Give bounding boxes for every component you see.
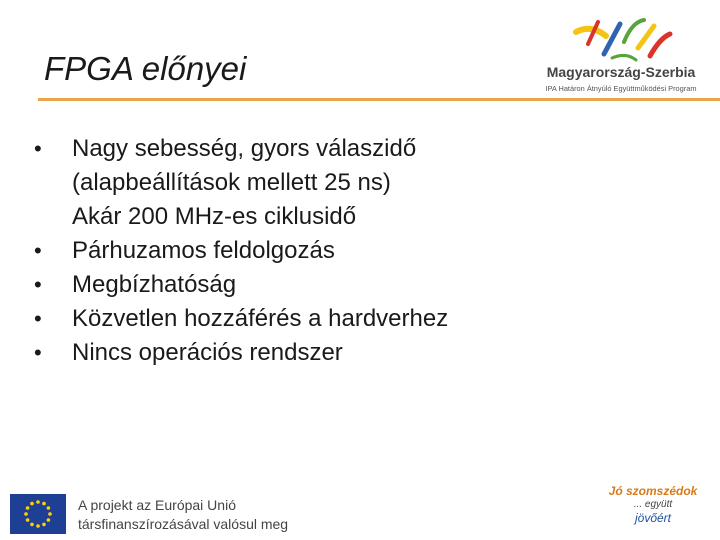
program-logo [526, 12, 716, 94]
bullet-dot: • [34, 306, 42, 331]
good-neighbours-line: jövőért [634, 511, 672, 525]
bullet-dot: • [34, 136, 42, 161]
program-logo-subtitle: IPA Határon Átnyúló Együttműködési Program [545, 84, 697, 93]
bullet-dot: • [34, 272, 42, 297]
bullet-list [30, 132, 690, 370]
bullet-item [30, 302, 690, 336]
bullet-dot: • [34, 340, 42, 365]
eu-flag-icon [10, 494, 66, 534]
eu-funding-line: társfinanszírozásával valósul meg [78, 516, 289, 532]
bullet-line: (alapbeállítások mellett 25 ns) [72, 169, 391, 196]
title-underline [38, 98, 720, 101]
bullet-line: Párhuzamos feldolgozás [72, 237, 335, 264]
bullet-dot: • [34, 238, 42, 263]
bullet-line: Megbízhatóság [72, 271, 237, 298]
program-logo-name: Magyarország-Szerbia [546, 64, 696, 80]
bullet-line: Akár 200 MHz-es ciklusidő [72, 203, 357, 230]
bullet-line: Közvetlen hozzáférés a hardverhez [72, 305, 449, 332]
bullet-line: Nagy sebesség, gyors válaszidő [72, 135, 417, 162]
good-neighbours-logo [598, 484, 708, 540]
bullet-item [30, 234, 690, 268]
bullet-item [30, 268, 690, 302]
bullet-line: Nincs operációs rendszer [72, 339, 343, 366]
good-neighbours-line: Jó szomszédok [608, 484, 698, 498]
bullet-item [30, 132, 690, 234]
eu-funding-line: A projekt az Európai Unió [78, 497, 236, 513]
eu-funding-text [78, 496, 288, 534]
bullet-item [30, 336, 690, 370]
slide-title: FPGA előnyei [44, 50, 247, 87]
program-logo-mark [566, 12, 676, 62]
good-neighbours-line: ... együtt [633, 499, 673, 510]
